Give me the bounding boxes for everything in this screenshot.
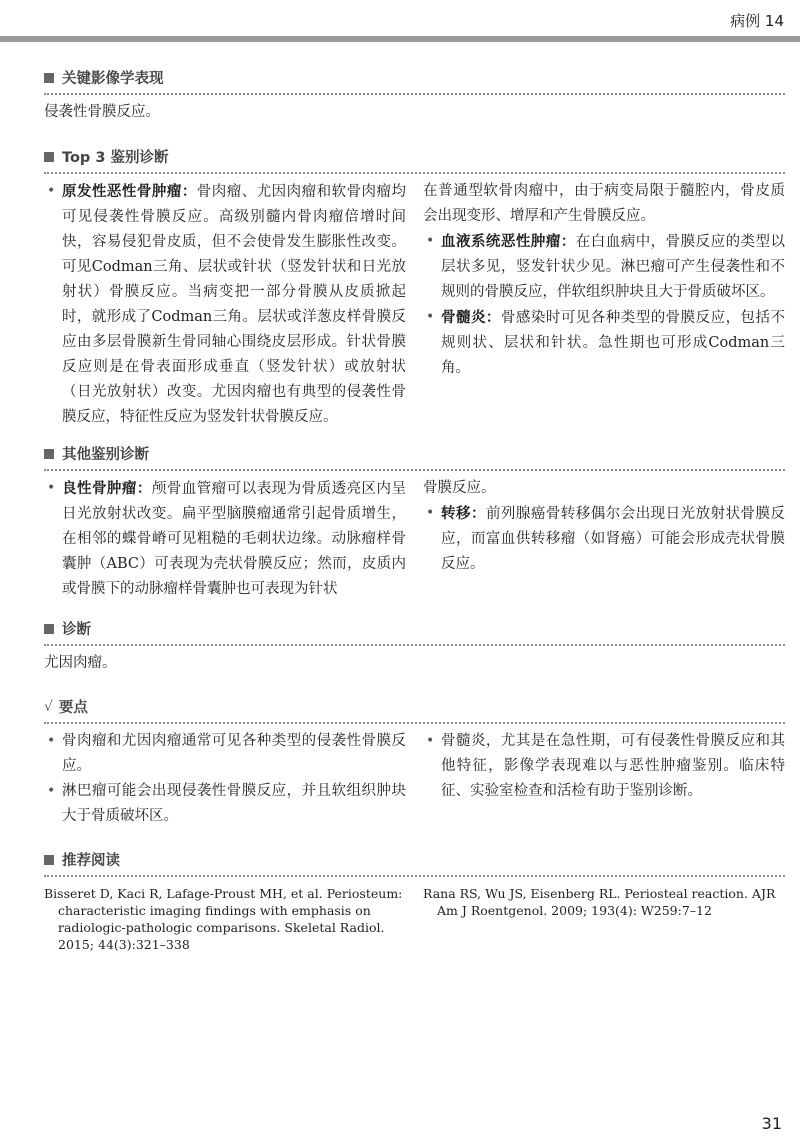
square-bullet-icon [44,624,54,634]
top3-title: Top 3 鉴别诊断 [62,150,169,166]
list-item-term: 原发性恶性骨肿瘤： [62,183,197,200]
list-item-term: 血液系统恶性肿瘤： [441,233,576,250]
key-imaging-section [44,67,785,125]
key-points-heading [44,696,785,724]
top3-right-column [423,179,785,430]
list-item-continued [423,476,785,501]
list-item-term: 转移： [441,505,486,522]
diagnosis-title: 诊断 [62,622,91,638]
top3-left-column [44,179,406,430]
checkmark-icon: √ [44,698,53,715]
list-item-text: 骨膜反应。 [423,480,496,496]
list-item-text: 前列腺癌骨转移偶尔会出现日光放射状骨膜反应，而富血供转移瘤（如肾癌）可能会形成壳状骨膜反应。 [441,506,786,572]
list-item [44,476,406,602]
list-item-text: 颅骨血管瘤可以表现为骨质透亮区内呈日光放射状改变。扁平型脑膜瘤通常引起骨质增生，在相邻的蝶骨嵴可见粗糙的毛刺状边缘。动脉瘤样骨囊肿（ABC）可表现为壳状骨膜反应；然而，皮质内或骨膜下的动脉瘤样骨囊肿也可表现为针状 [62,481,407,597]
list-item [423,501,785,577]
list-item-text: 在普通型软骨肉瘤中，由于病变局限于髓腔内，骨皮质会出现变形、增厚和产生骨膜反应。 [423,183,785,224]
list-item [423,305,785,381]
list-item [423,729,785,804]
other-title: 其他鉴别诊断 [62,447,149,463]
diagnosis-text: 尤因肉瘤。 [44,655,117,671]
page-number: 31 [761,1114,782,1133]
other-section [44,443,785,602]
key-points-left-column [44,729,406,829]
case-label: 病例 14 [730,12,784,30]
reference-item: Rana RS, Wu JS, Eisenberg RL. Periosteal reaction. AJR Am J Roentgenol. 2009; 193(4): W259:7–12 [423,886,776,918]
key-points-section [44,696,785,829]
list-item [44,779,406,829]
reference-item: Bisseret D, Kaci R, Lafage-Proust MH, et al. Periosteum: characteristic imaging findings with emphasis on radiologic-pathologic comparisons. Skeletal Radiol. 2015; 44(3):321–338 [44,886,403,952]
top3-section [44,146,785,430]
list-item-continued [423,179,785,229]
header-rule [0,36,800,42]
square-bullet-icon [44,73,54,83]
list-item [44,729,406,779]
other-left-column [44,476,406,602]
list-item-text: 骨髓炎，尤其是在急性期，可有侵袭性骨膜反应和其他特征，影像学表现难以与恶性肿瘤鉴别。临床特征、实验室检查和活检有助于鉴别诊断。 [441,733,785,799]
key-imaging-text: 侵袭性骨膜反应。 [44,104,160,120]
key-imaging-title: 关键影像学表现 [62,71,164,87]
list-item-text: 骨感染时可见各种类型的骨膜反应，包括不规则状、层状和针状。急性期也可形成Codman三角。 [441,310,786,376]
reading-heading [44,849,785,877]
diagnosis-section [44,618,785,676]
key-imaging-heading [44,67,785,95]
list-item-text: 骨肉瘤和尤因肉瘤通常可见各种类型的侵袭性骨膜反应。 [62,733,406,774]
other-heading [44,443,785,471]
key-points-title: 要点 [58,700,88,716]
list-item-text: 骨肉瘤、尤因肉瘤和软骨肉瘤均可见侵袭性骨膜反应。高级别髓内骨肉瘤倍增时间快，容易侵犯骨皮质，但不会使骨发生膨胀性改变。可见Codman三角、层状或针状（竖发针状和日光放射状）骨膜反应。当病变把一部分骨膜从皮质掀起时，就形成了Codman三角。层状或洋葱皮样骨膜反应由多层骨膜新生骨同轴心围绕皮层形成。针状骨膜反应则是在骨表面形成垂直（竖发针状）或放射状（日光放射状）改变。尤因肉瘤也有典型的侵袭性骨膜反应，特征性反应为竖发针状骨膜反应。 [62,184,407,425]
reading-section [44,849,785,953]
square-bullet-icon [44,449,54,459]
top3-heading [44,146,785,174]
diagnosis-heading [44,618,785,646]
list-item-term: 良性骨肿瘤： [62,480,152,497]
other-right-column [423,476,785,602]
list-item [44,179,406,430]
list-item [423,229,785,305]
list-item-text: 在白血病中，骨膜反应的类型以层状多见，竖发针状少见。淋巴瘤可产生侵袭性和不规则的骨膜反应，伴软组织肿块且大于骨质破坏区。 [441,234,786,300]
key-points-right-column [423,729,785,829]
reading-right-column [423,885,785,953]
reading-title: 推荐阅读 [62,853,120,869]
list-item-text: 淋巴瘤可能会出现侵袭性骨膜反应，并且软组织肿块大于骨质破坏区。 [62,783,406,824]
list-item-term: 骨髓炎： [441,309,501,326]
square-bullet-icon [44,855,54,865]
reading-left-column [44,885,406,953]
square-bullet-icon [44,152,54,162]
